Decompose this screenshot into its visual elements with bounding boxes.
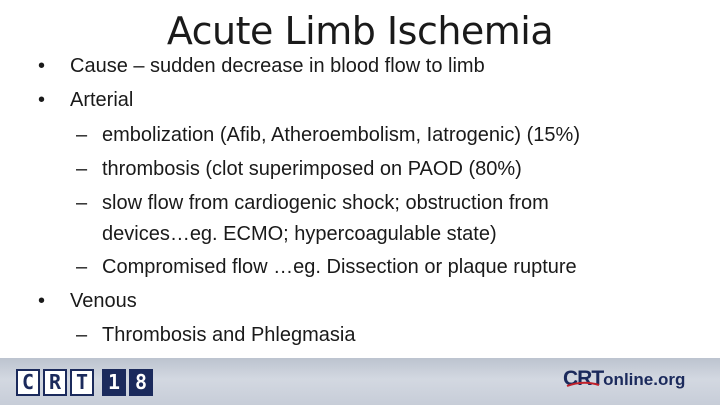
logo-letter: T — [70, 369, 94, 396]
bullet-text: slow flow from cardiogenic shock; obstruction from — [102, 192, 549, 214]
sub-bullet-item — [76, 255, 577, 279]
bullet-text: Cause – sudden decrease in blood flow to limb — [70, 55, 485, 77]
site-logo-brand: CRT — [563, 367, 604, 390]
bullet-item — [38, 54, 485, 78]
dash-marker: – — [76, 192, 88, 214]
bullet-item — [38, 289, 137, 313]
slide-title: Acute Limb Ischemia — [166, 9, 554, 53]
sub-bullet-item — [76, 123, 580, 147]
footer-bar — [0, 358, 720, 405]
dash-marker: – — [76, 158, 88, 180]
logo-digit: 1 — [102, 369, 126, 396]
bullet-item — [38, 88, 134, 112]
bullet-text: embolization (Afib, Atheroembolism, Iatrogenic) (15%) — [102, 124, 580, 146]
bullet-text: thrombosis (clot superimposed on PAOD (80%) — [102, 158, 522, 180]
crt18-logo[interactable] — [16, 368, 156, 396]
sub-bullet-item — [76, 323, 356, 347]
logo-letter: R — [43, 369, 67, 396]
bullet-text: Thrombosis and Phlegmasia — [102, 324, 356, 346]
bullet-marker: • — [38, 290, 46, 312]
site-logo-domain: online.org — [603, 370, 686, 389]
bullet-marker: • — [38, 55, 46, 77]
logo-letter: C — [16, 369, 40, 396]
sub-bullet-item — [76, 191, 549, 215]
bullet-marker: • — [38, 89, 46, 111]
swoosh-icon — [566, 380, 600, 390]
continuation-line — [102, 222, 497, 246]
sub-bullet-item — [76, 157, 522, 181]
logo-digit: 8 — [129, 369, 153, 396]
dash-marker: – — [76, 324, 88, 346]
bullet-text: Venous — [70, 290, 137, 312]
bullet-text: Compromised flow …eg. Dissection or plaque rupture — [102, 256, 577, 278]
bullet-text: Arterial — [70, 89, 134, 111]
dash-marker: – — [76, 256, 88, 278]
dash-marker: – — [76, 124, 88, 146]
bullet-text: devices…eg. ECMO; hypercoagulable state) — [102, 223, 497, 245]
